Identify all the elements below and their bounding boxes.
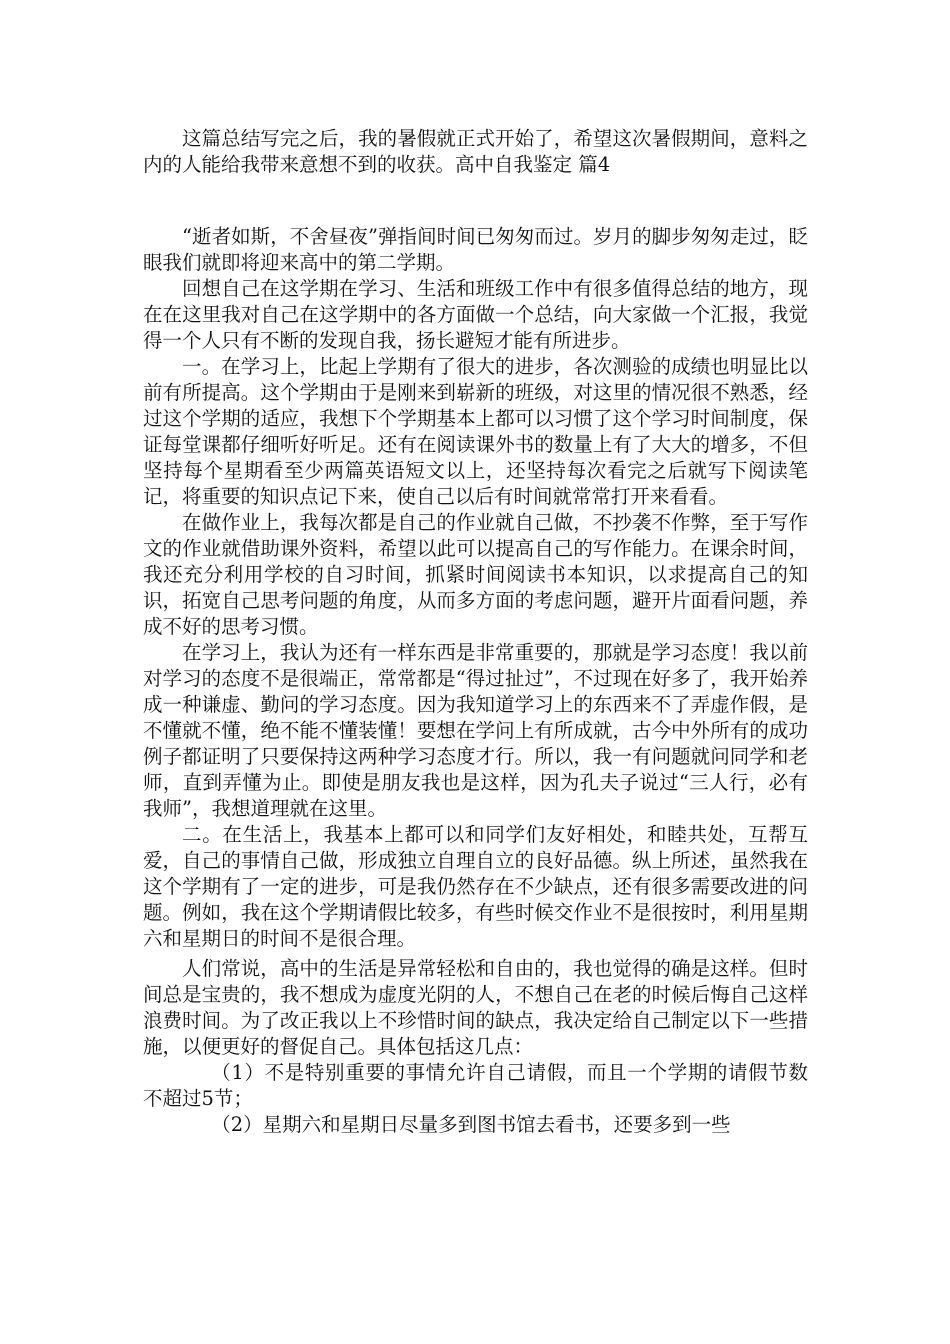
intro-section [143,126,808,178]
list-item: （2）星期六和星期日尽量多到图书馆去看书，还要多到一些 [211,1113,731,1136]
paragraph-reflection: 回想自己在这学期在学习、生活和班级工作中有很多值得总结的地方，现在在这里我对自己在这学期中的各方面做一个总结，向大家做一个汇报，我觉得一个人只有不断的发现自我，扬长避短才能有所进步。 [143,277,808,352]
paragraph-study-attitude: 在学习上，我认为还有一样东西是非常重要的，那就是学习态度！我以前对学习的态度不是很端正，常常都是“得过扯过”，不过现在好多了，我开始养成一种谦虚、勤问的学习态度。因为我知道学习上的东西来不了弄虚作假，是不懂就不懂，绝不能不懂装懂！要想在学问上有所成就，古今中外所有的成功例子都证明了只要保持这两种学习态度才行。所以，我一有问题就问同学和老师，直到弄懂为止。即使是朋友我也是这样，因为孔夫子说过“三人行，必有我师”，我想道理就在这里。 [143,641,808,820]
list-item: （1）不是特别重要的事情允许自己请假，而且一个学期的请假节数不超过5节； [143,1061,808,1110]
body-section [143,224,808,1138]
paragraph-opening-quote: “逝者如斯，不舍昼夜”弹指间时间已匆匆而过。岁月的脚步匆匆走过，眨眼我们就即将迎来高中的第二学期。 [143,225,808,274]
paragraph-homework: 在做作业上，我每次都是自己的作业就自己做，不抄袭不作弊，至于写作文的作业就借助课外资料，希望以此可以提高自己的写作能力。在课余时间，我还充分利用学校的自习时间，抓紧时间阅读书本知识，以求提高自己的知识，拓宽自己思考问题的角度，从而多方面的考虑问题，避开片面看问题，养成不好的思考习惯。 [143,511,808,638]
paragraph-study-progress: 一。在学习上，比起上学期有了很大的进步，各次测验的成绩也明显比以前有所提高。这个学期由于是刚来到崭新的班级，对这里的情况很不熟悉，经过这个学期的适应，我想下个学期基本上都可以习惯了这个学习时间制度，保证每堂课都仔细听好听足。还有在阅读课外书的数量上有了大大的增多，不但坚持每个星期看至少两篇英语短文以上，还坚持每次看完之后就写下阅读笔记，将重要的知识点记下来，使自己以后有时间就常常打开来看看。 [143,355,808,508]
paragraph-life: 二。在生活上，我基本上都可以和同学们友好相处，和睦共处，互帮互爱，自己的事情自己做，形成独立自理自立的良好品德。纵上所述，虽然我在这个学期有了一定的进步，可是我仍然存在不少缺点，还有很多需要改进的问题。例如，我在这个学期请假比较多，有些时候交作业不是很按时，利用星期六和星期日的时间不是很合理。 [143,823,808,950]
intro-paragraph: 这篇总结写完之后，我的暑假就正式开始了，希望这次暑假期间，意料之内的人能给我带来意想不到的收获。高中自我鉴定 篇4 [143,127,808,176]
paragraph-time-plan: 人们常说，高中的生活是异常轻松和自由的，我也觉得的确是这样。但时间总是宝贵的，我不想成为虚度光阴的人，不想自己在老的时候后悔自己这样浪费时间。为了改正我以上不珍惜时间的缺点，我决定给自己制定以下一些措施，以便更好的督促自己。具体包括这几点： [143,957,808,1058]
